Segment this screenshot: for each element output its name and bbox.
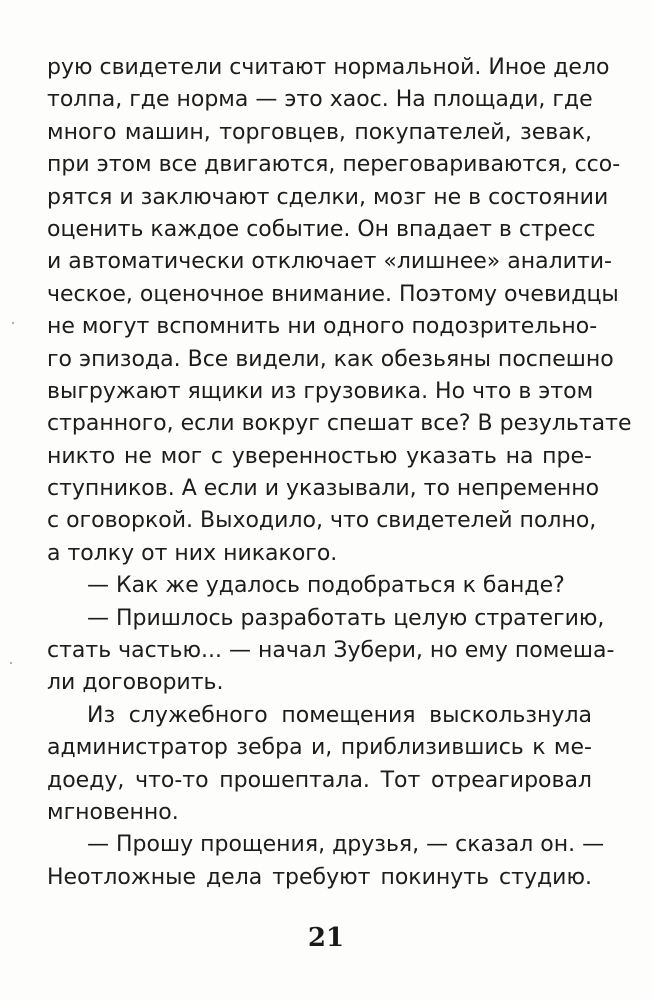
- paper-speck: [12, 322, 14, 324]
- text-line: и автоматически отключает «лишнее» аналити-: [47, 249, 612, 275]
- text-line: ступников. А если и указывали, то непременно: [47, 476, 600, 502]
- text-line: го эпизода. Все видели, как обезьяны поспешно: [47, 346, 614, 372]
- text-line: не могут вспомнить ни одного подозрительно-: [47, 314, 598, 340]
- dialogue-line: — Пришлось разработать целую стратегию,: [87, 605, 605, 631]
- text-line: доеду, что-то прошептала. Тот отреагировал: [47, 767, 592, 793]
- text-line: с оговоркой. Выходило, что свидетелей полно,: [47, 508, 597, 534]
- dialogue-line: — Прошу прощения, друзья, — сказал он. —: [87, 832, 605, 858]
- text-line: рую свидетели считают нормальной. Иное дело: [47, 55, 610, 80]
- dialogue-line: — Как же удалось подобраться к банде?: [87, 573, 565, 599]
- text-line: выгружают ящики из грузовика. Но что в этом: [47, 378, 594, 404]
- text-line: никто не мог с уверенностью указать на пре-: [47, 443, 592, 469]
- text-line: ческое, оценочное внимание. Поэтому очевидцы: [47, 281, 619, 307]
- text-line: рятся и заключают сделки, мозг не в состоянии: [47, 184, 609, 210]
- text-line: а толку от них никакого.: [47, 540, 338, 566]
- text-line: при этом все двигаются, переговариваются, ссо-: [47, 152, 621, 178]
- paragraph-start-line: Из служебного помещения выскользнула: [87, 702, 592, 728]
- text-line: администратор зебра и, приблизившись к ме-: [47, 735, 592, 761]
- page-number: 21: [307, 923, 345, 953]
- text-line: стать частью... — начал Зубери, но ему помеша-: [47, 638, 615, 664]
- text-line: ли договорить.: [47, 670, 224, 696]
- text-line: мгновенно.: [47, 799, 179, 825]
- text-line: много машин, торговцев, покупателей, зевак,: [47, 119, 592, 145]
- text-line: странного, если вокруг спешат все? В результате: [47, 411, 632, 437]
- text-line: толпа, где норма — это хаос. На площади, где: [47, 87, 593, 113]
- text-line: Неотложные дела требуют покинуть студию.: [47, 864, 592, 890]
- paper-speck: [10, 662, 12, 664]
- text-line: оценить каждое событие. Он впадает в стресс: [47, 216, 596, 242]
- body-text: [47, 52, 632, 894]
